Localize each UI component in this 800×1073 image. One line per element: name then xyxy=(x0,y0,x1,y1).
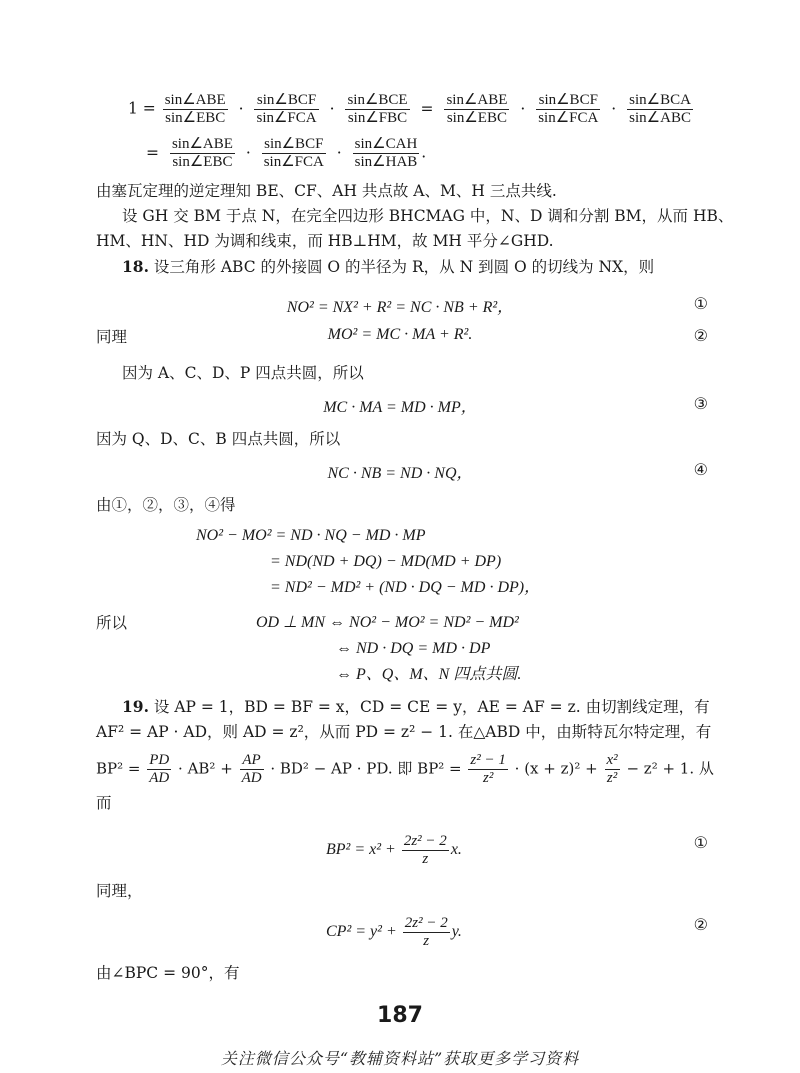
equation-1: NO² = NX² + R² = NC · NB + R²， xyxy=(286,299,514,316)
fraction: $\frac{AP}{AD}$ xyxy=(241,752,262,786)
fraction: $\frac{\text{2z² − 2}}{z}$ xyxy=(404,915,448,949)
fraction: $\frac{\text{sin∠BCA}}{\text{sin∠ABC}}$ xyxy=(629,92,691,126)
paragraph-last: 由∠BPC = 90°，有 xyxy=(96,964,240,982)
equation-8 xyxy=(326,915,710,950)
problem-text: 设 AP = 1，BD = BF = x，CD = CE = y，AE = AF = z. 由切割线定理，有 xyxy=(153,698,710,716)
fraction: $\frac{\text{z² − 1}}{\text{z²}}$ xyxy=(470,752,506,786)
equation-2: MO² = MC · MA + R². xyxy=(327,326,473,343)
problem-19-line-1 xyxy=(122,696,710,718)
fraction: $\frac{\text{sin∠ABE}}{\text{sin∠EBC}}$ xyxy=(446,92,508,126)
expr: x. xyxy=(450,841,462,859)
paragraph-gh-1: 设 GH 交 BM 于点 N，在完全四边形 BHCMAG 中，N、D 调和分割 BM，从而 HB、 xyxy=(122,207,734,225)
problem-text: 设三角形 ABC 的外接圆 O 的半径为 R，从 N 到圆 O 的切线为 NX，则 xyxy=(153,258,655,276)
equation-3: MC · MA = MD · MP， xyxy=(323,399,477,416)
expr: − z² + 1. 从 xyxy=(626,759,714,778)
label-same: 同理 xyxy=(96,328,128,346)
expr: CP² = y² + xyxy=(326,923,397,941)
page-number: 187 xyxy=(377,1003,423,1028)
fraction: $\frac{PD}{AD}$ xyxy=(149,752,170,786)
problem-18-statement xyxy=(122,256,710,278)
equation-tag: ④ xyxy=(693,460,708,479)
paragraph-cyclic-2: 因为 Q、D、C、B 四点共圆，所以 xyxy=(96,430,341,448)
equation-tag: ② xyxy=(693,326,708,345)
equation-5c: = ND² − MD² + (ND · DQ − MD · DP)， xyxy=(270,579,541,596)
equation-tag: ① xyxy=(693,833,708,852)
fraction: $\frac{\text{sin∠BCF}}{\text{sin∠FCA}}$ xyxy=(263,136,324,170)
expr: BP² = x² + xyxy=(326,841,396,859)
fraction: $\frac{\text{x²}}{\text{z²}}$ xyxy=(606,752,618,786)
problem-19-line-2: AF² = AP · AD，则 AD = z²，从而 PD = z² − 1. 在△ABD 中，由斯特瓦尔特定理，有 xyxy=(96,723,712,741)
expr: y. xyxy=(451,923,462,941)
fraction: $\frac{\text{sin∠ABE}}{\text{sin∠EBC}}$ xyxy=(171,136,233,170)
equation-7 xyxy=(326,833,710,868)
label-so: 所以 xyxy=(96,614,128,632)
equation-tag: ③ xyxy=(693,394,708,413)
expr: · (x + z)² + xyxy=(514,759,598,778)
fraction: $\frac{\text{2z² − 2}}{z}$ xyxy=(403,833,447,867)
paragraph-cyclic-1: 因为 A、C、D、P 四点共圆，所以 xyxy=(122,364,364,382)
problem-19-line-4: 而 xyxy=(96,794,112,812)
problem-19-line-3 xyxy=(96,752,714,787)
eq-lead: 1 = xyxy=(128,99,156,118)
equation-6c: ⇔ P、Q、M、N 四点共圆. xyxy=(336,666,522,683)
fraction: $\frac{\text{sin∠BCF}}{\text{sin∠FCA}}$ xyxy=(538,92,599,126)
expr: BP² = xyxy=(96,759,141,778)
expr: · AB² + xyxy=(178,759,233,778)
equation-line-2: = $\frac{\text{sin∠ABE}}{\text{sin∠EBC}}$ · $\frac{\text{sin∠BCF}}{\text{sin∠FCA}}$ · $\frac{\text{sin∠CAH}}{\text{sin∠HAB}}$ . xyxy=(146,136,427,170)
equation-line-1: 1 = $\frac{\text{sin∠ABE}}{\text{sin∠EBC}}$ · $\frac{\text{sin∠BCF}}{\text{sin∠FCA}}$ · $\frac{\text{sin∠BCE}}{\text{sin∠FBC}}$ = $\frac{\text{sin∠ABE}}{\text{sin∠EBC}}$ · $\frac{\text{sin∠BCF}}{\text{sin∠FCA}}$ · $\frac{\text{sin∠BCA}}{\text{sin∠ABC}}$ xyxy=(128,92,691,126)
paragraph-from: 由①，②，③，④得 xyxy=(96,496,236,514)
footer-watermark: 关注微信公众号“教辅资料站”获取更多学习资料 xyxy=(220,1049,580,1068)
equation-6b: ⇔ ND · DQ = MD · DP xyxy=(336,640,491,657)
label-same-2: 同理， xyxy=(96,882,143,900)
fraction: $\frac{\text{sin∠BCF}}{\text{sin∠FCA}}$ xyxy=(256,92,317,126)
paragraph-gh-2: HM、HN、HD 为调和线束，而 HB⊥HM，故 MH 平分∠GHD. xyxy=(96,232,554,250)
equation-tag: ② xyxy=(693,915,708,934)
equation-5a: NO² − MO² = ND · NQ − MD · MP xyxy=(196,527,426,544)
problem-number: 18. xyxy=(122,257,149,276)
fraction: $\frac{\text{sin∠BCE}}{\text{sin∠FBC}}$ xyxy=(347,92,408,126)
equation-6a: OD ⊥ MN ⇔ NO² − MO² = ND² − MD² xyxy=(256,614,519,631)
equation-tag: ① xyxy=(693,294,708,313)
equation-4: NC · NB = ND · NQ， xyxy=(327,465,473,482)
paragraph-ceva: 由塞瓦定理的逆定理知 BE、CF、AH 共点故 A、M、H 三点共线. xyxy=(96,182,557,200)
expr: · BD² − AP · PD. 即 BP² = xyxy=(270,759,462,778)
problem-number: 19. xyxy=(122,697,149,716)
fraction: $\frac{\text{sin∠CAH}}{\text{sin∠HAB}}$ xyxy=(354,136,418,170)
equation-5b: = ND(ND + DQ) − MD(MD + DP) xyxy=(270,553,502,570)
fraction: $\frac{\text{sin∠ABE}}{\text{sin∠EBC}}$ xyxy=(164,92,226,126)
